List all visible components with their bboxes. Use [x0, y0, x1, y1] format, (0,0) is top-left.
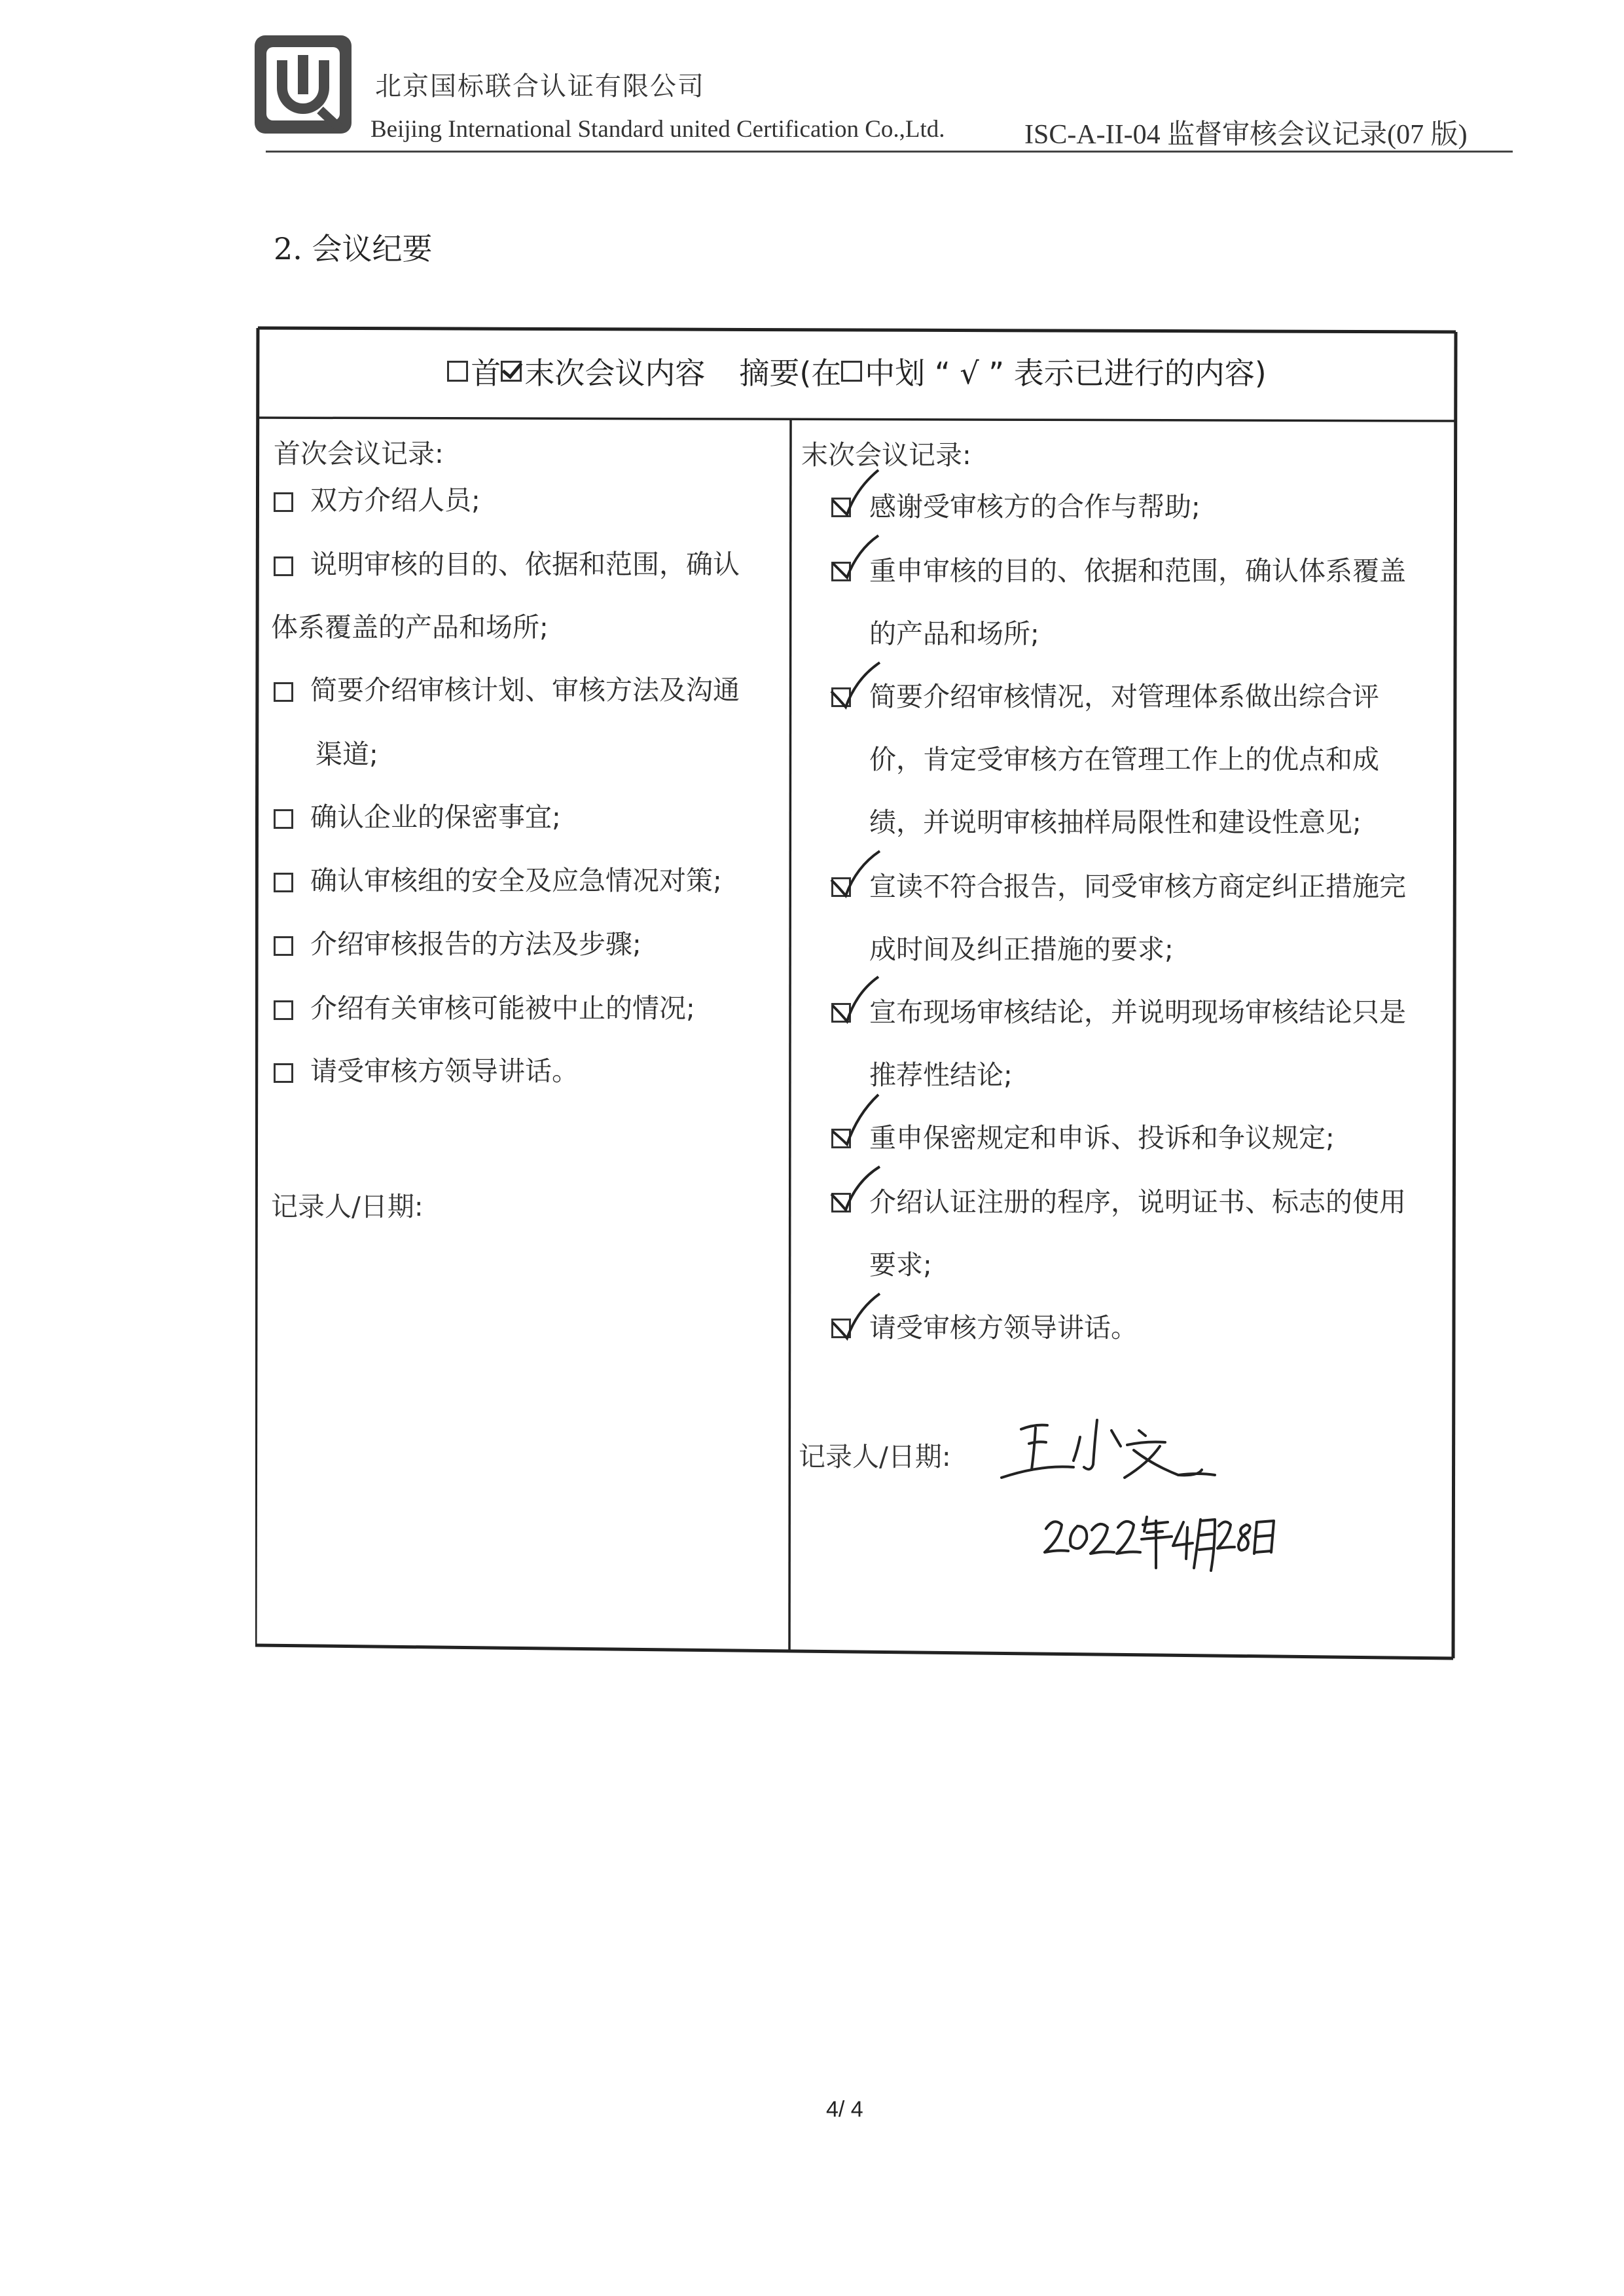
first-meeting-checkbox — [447, 361, 468, 382]
company-logo — [252, 31, 355, 136]
checkbox — [274, 1000, 293, 1020]
list-item-continuation: 渠道; — [316, 738, 378, 770]
checkbox — [274, 809, 293, 829]
company-name-en: Beijing International Standard united Certification Co.,Ltd. — [370, 116, 945, 143]
list-item-continuation: 体系覆盖的产品和场所; — [271, 611, 549, 643]
checkbox — [274, 556, 293, 576]
company-name-cn: 北京国标联合认证有限公司 — [375, 71, 705, 101]
checkbox — [274, 1063, 293, 1083]
list-item: 介绍审核报告的方法及步骤; — [274, 913, 641, 975]
last-meeting-heading: 末次会议记录: — [801, 439, 971, 471]
list-item: 确认审核组的安全及应急情况对策; — [274, 849, 722, 912]
table-title — [258, 325, 1456, 417]
last-meeting-checkbox — [501, 361, 522, 382]
last-meeting-recorder-label: 记录人/日期: — [799, 1441, 951, 1472]
summary-note: 中划 “ √ ” 表示已进行的内容) — [865, 355, 1267, 391]
last-meeting-label: 末次会议内容 — [524, 355, 706, 391]
meeting-summary-table: 首 末次会议内容 摘要(在 中划 “ √ ” 表示已进行的内容) 首次会议记录: 双方介绍人员; 说明审核的目的、依据和范围，确认 体系覆盖的产品和场所; 简要介绍审核计划、审核方法及沟通 渠道; 确认企业的保密事宜; 确认审核组的安全及应急情况对策; 介绍审核报告的方法及步骤; 介绍有关审核可能被中止的情况; 请受审核方领导讲话。 记录人/日期: 末次会议记录: 感谢受审核方的合作与帮助; 重申审核的目的、依据和范围，确认体系覆盖 的产品和场所; 简要介绍审核情况，对管理体系做出综合评 价，肯定受审核方在管理工作上的优点和成 绩，并说明审核抽样局限性和建设性意见; 宣读不符合报告，同受审核方商定纠正措施完 成时间及纠正措施的要求; 宣布现场审核结论，并说明现场审核结论只是 推荐性结论; 重申保密规定和申诉、投诉和争议规定; 介绍认证注册的程序，说明证书、标志的使用 要求; 请受审核方领导讲话。 记录人/日期: — [255, 325, 1458, 1661]
summary-label: 摘要(在 — [739, 355, 842, 391]
list-item: 介绍有关审核可能被中止的情况; — [274, 977, 695, 1040]
list-item: 确认企业的保密事宜; — [274, 786, 561, 848]
document-code: ISC-A-II-04 监督审核会议记录(07 版) — [1024, 120, 1468, 150]
checkbox — [274, 492, 293, 512]
legend-checkbox — [841, 361, 862, 382]
list-item: 简要介绍审核计划、审核方法及沟通 — [274, 659, 740, 721]
checkbox — [274, 682, 293, 702]
handwritten-signature — [982, 1404, 1296, 1614]
first-meeting-heading: 首次会议记录: — [274, 438, 444, 469]
first-meeting-recorder-label: 记录人/日期: — [271, 1191, 424, 1222]
list-item: 双方介绍人员; — [274, 469, 480, 532]
first-meeting-label: 首 — [471, 355, 501, 391]
checkbox — [274, 936, 293, 956]
checkbox — [274, 873, 293, 892]
header-rule — [266, 151, 1513, 153]
section-title: 2. 会议纪要 — [274, 231, 433, 266]
page-number: 4/ 4 — [826, 2097, 863, 2122]
list-item: 请受审核方领导讲话。 — [274, 1040, 579, 1102]
list-item: 说明审核的目的、依据和范围，确认 — [274, 533, 740, 596]
